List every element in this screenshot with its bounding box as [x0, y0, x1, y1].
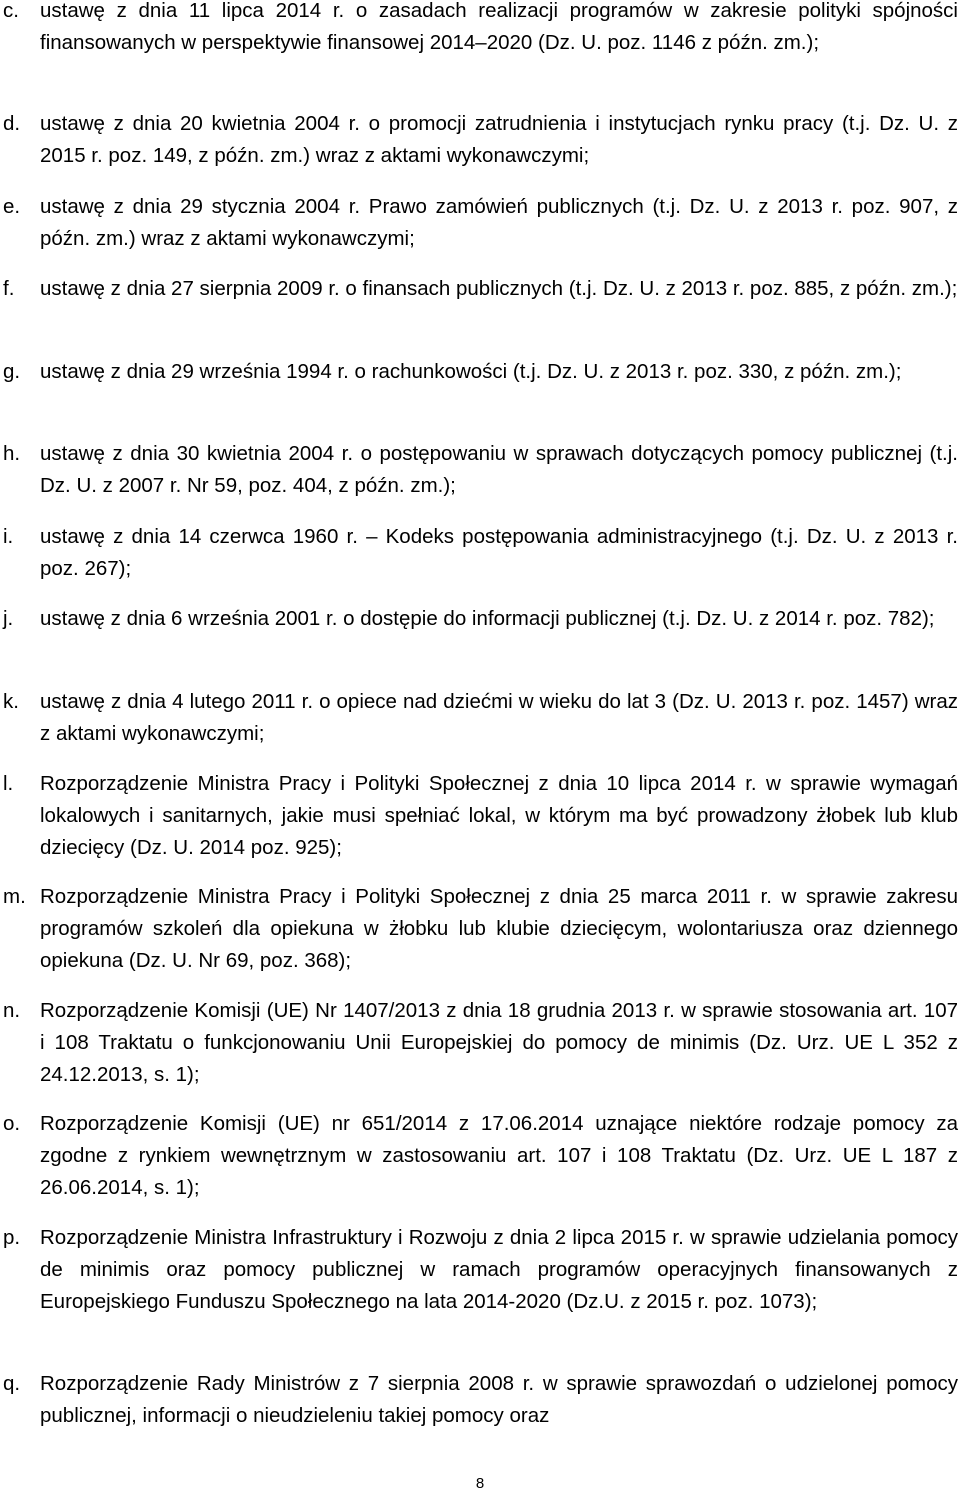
list-item: [0, 0, 958, 59]
list-item: [0, 1222, 958, 1318]
list-item-letter: p.: [3, 1226, 21, 1249]
list-item-letter: i.: [3, 525, 14, 548]
list-item-text: ustawę z dnia 14 czerwca 1960 r. – Kodeks postępowania administracyjnego (t.j. Dz. U. z 2013 r. poz. 267);: [40, 525, 958, 580]
list-item-letter: e.: [3, 195, 21, 218]
list-item-text: ustawę z dnia 30 kwietnia 2004 r. o postępowaniu w sprawach dotyczących pomocy publicznej (t.j. Dz. U. z 2007 r. Nr 59, poz. 404, z późn. zm.);: [40, 442, 958, 497]
list-item-text: ustawę z dnia 29 września 1994 r. o rachunkowości (t.j. Dz. U. z 2013 r. poz. 330, z późn. zm.);: [40, 360, 902, 383]
list-item-text: Rozporządzenie Rady Ministrów z 7 sierpnia 2008 r. w sprawie sprawozdań o udzielonej pomocy publicznej, informacji o nieudzieleniu takiej pomocy oraz: [40, 1372, 958, 1427]
list-item-text: ustawę z dnia 27 sierpnia 2009 r. o finansach publicznych (t.j. Dz. U. z 2013 r. poz. 885, z późn. zm.);: [40, 277, 958, 300]
list-item-text: Rozporządzenie Komisji (UE) nr 651/2014 z 17.06.2014 uznające niektóre rodzaje pomocy za zgodne z rynkiem wewnętrznym w zastosowaniu art. 107 i 108 Traktatu (Dz. Urz. UE L 187 z 26.06.2014, s. 1);: [40, 1112, 958, 1199]
list-item-letter: j.: [3, 607, 14, 630]
list-item-text: ustawę z dnia 11 lipca 2014 r. o zasadach realizacji programów w zakresie polityki spójności finansowanych w perspektywie finansowej 2014–2020 (Dz. U. poz. 1146 z późn. zm.);: [40, 0, 958, 54]
list-item: [0, 521, 958, 585]
list-item-text: ustawę z dnia 29 stycznia 2004 r. Prawo zamówień publicznych (t.j. Dz. U. z 2013 r. poz. 907, z późn. zm.) wraz z aktami wykonawczymi;: [40, 195, 958, 250]
list-item: [0, 881, 958, 977]
list-item-letter: l.: [3, 772, 14, 795]
list-item: [0, 191, 958, 255]
list-item-text: Rozporządzenie Komisji (UE) Nr 1407/2013 z dnia 18 grudnia 2013 r. w sprawie stosowania art. 107 i 108 Traktatu o funkcjonowaniu Unii Europejskiej do pomocy de minimis (Dz. Urz. UE L 352 z 24.12.2013, s. 1);: [40, 999, 958, 1086]
list-item-text: ustawę z dnia 4 lutego 2011 r. o opiece nad dziećmi w wieku do lat 3 (Dz. U. 2013 r. poz. 1457) wraz z aktami wykonawczymi;: [40, 690, 958, 745]
list-item-letter: m.: [3, 885, 26, 908]
list-item-letter: c.: [3, 0, 19, 22]
list-item-text: ustawę z dnia 20 kwietnia 2004 r. o promocji zatrudnienia i instytucjach rynku pracy (t.j. Dz. U. z 2015 r. poz. 149, z późn. zm.) wraz z aktami wykonawczymi;: [40, 112, 958, 167]
list-item: [0, 995, 958, 1091]
list-item: [0, 1108, 958, 1204]
list-item-letter: n.: [3, 999, 21, 1022]
list-item: [0, 273, 958, 305]
list-item-text: Rozporządzenie Ministra Pracy i Polityki Społecznej z dnia 10 lipca 2014 r. w sprawie wymagań lokalowych i sanitarnych, jakie musi spełniać lokal, w którym ma być prowadzony żłobek lub klub dziecięcy (Dz. U. 2014 poz. 925);: [40, 772, 958, 859]
list-item-letter: g.: [3, 360, 21, 383]
list-item-letter: q.: [3, 1372, 21, 1395]
list-item-text: Rozporządzenie Ministra Pracy i Polityki Społecznej z dnia 25 marca 2011 r. w sprawie zakresu programów szkoleń dla opiekuna w żłobku lub klubie dziecięcym, wolontariusza oraz dziennego opiekuna (Dz. U. Nr 69, poz. 368);: [40, 885, 958, 972]
list-item-letter: h.: [3, 442, 21, 465]
list-item-letter: d.: [3, 112, 21, 135]
page-number: 8: [475, 1475, 485, 1492]
list-item-letter: k.: [3, 690, 19, 713]
list-item: [0, 356, 958, 388]
list-item: [0, 603, 958, 635]
list-item-letter: f.: [3, 277, 15, 300]
list-item: [0, 438, 958, 502]
list-item: [0, 1368, 958, 1432]
list-item-letter: o.: [3, 1112, 21, 1135]
list-item-text: ustawę z dnia 6 września 2001 r. o dostępie do informacji publicznej (t.j. Dz. U. z 2014 r. poz. 782);: [40, 607, 935, 630]
list-item-text: Rozporządzenie Ministra Infrastruktury i Rozwoju z dnia 2 lipca 2015 r. w sprawie udzielania pomocy de minimis oraz pomocy publicznej w ramach programów operacyjnych finansowanych z Europejskiego Funduszu Społecznego na lata 2014-2020 (Dz.U. z 2015 r. poz. 1073);: [40, 1226, 958, 1313]
list-item: [0, 768, 958, 864]
list-item: [0, 108, 958, 172]
list-item: [0, 686, 958, 750]
